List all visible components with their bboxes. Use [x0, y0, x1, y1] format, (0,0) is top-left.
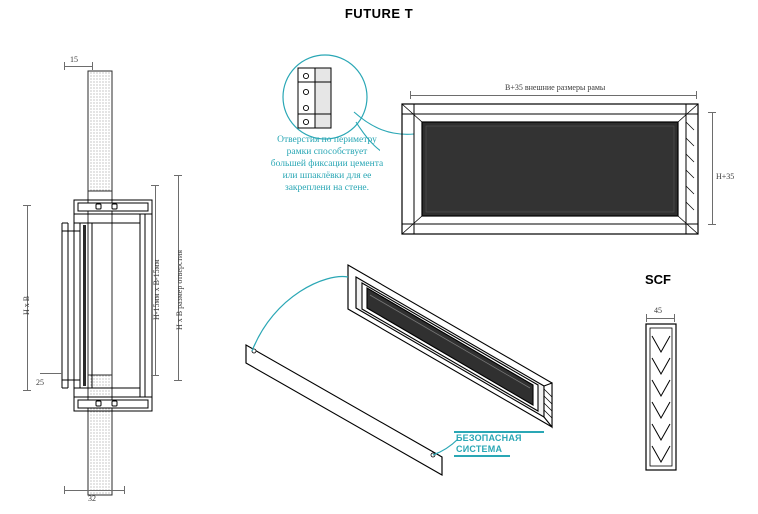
dim-tick: [708, 224, 716, 225]
safety-underline: [454, 431, 544, 433]
dim-tick: [151, 185, 159, 186]
dim-outer-vertical: Н x В размер отверстия: [175, 249, 184, 330]
safety-line-2: СИСТЕМА: [456, 444, 503, 454]
dim-tick: [64, 62, 65, 70]
scf-title: SCF: [645, 272, 671, 287]
cross-section-view: [0, 45, 200, 505]
dim-scf-width: 45: [654, 306, 662, 315]
dim-lower-left: 25: [36, 378, 44, 387]
dim-line-front-top: [410, 95, 696, 96]
callout-line-3: большей фиксации цемента: [270, 159, 384, 169]
dim-line-25: [40, 373, 62, 374]
dim-line-top-15: [64, 66, 92, 67]
dim-tick: [124, 486, 125, 494]
dim-tick: [174, 175, 182, 176]
dim-tick: [646, 314, 647, 322]
safety-system-callout: [456, 433, 576, 455]
dim-tick: [674, 314, 675, 322]
dim-tick: [64, 486, 65, 494]
dim-tick: [708, 112, 716, 113]
dim-top-width: 15: [70, 55, 78, 64]
dim-tick: [410, 91, 411, 99]
dim-front-top: В+35 внешние размеры рамы: [505, 83, 606, 92]
dim-line-front-right: [712, 112, 713, 224]
dim-inner-vertical: H-15мм х В-15мм: [152, 259, 161, 320]
dim-tick: [151, 375, 159, 376]
dim-tick: [92, 62, 93, 70]
page-title: FUTURE T: [344, 6, 414, 21]
safety-underline-2: [454, 455, 510, 457]
dim-left-vertical: H x B: [22, 295, 31, 315]
dim-tick: [696, 91, 697, 99]
perforation-detail-text: [248, 134, 406, 194]
dim-line-scf-45: [646, 318, 674, 319]
dim-tick: [174, 380, 182, 381]
dim-tick: [23, 205, 31, 206]
callout-line-5: закреплени на стене.: [284, 183, 370, 193]
callout-line-2: рамки способствует: [286, 147, 368, 157]
dim-bottom-width: 32: [88, 494, 96, 503]
safety-line-1: БЕЗОПАСНАЯ: [456, 433, 522, 443]
dim-line-bottom-32: [64, 490, 124, 491]
callout-line-4: или шпаклёвки для ее: [282, 171, 372, 181]
callout-line-1: Отверстия по периметру: [277, 135, 377, 145]
front-frame-view: [398, 100, 708, 240]
dim-front-right: Н+35: [716, 172, 735, 181]
scf-profile-drawing: [644, 322, 680, 472]
dim-tick: [23, 390, 31, 391]
